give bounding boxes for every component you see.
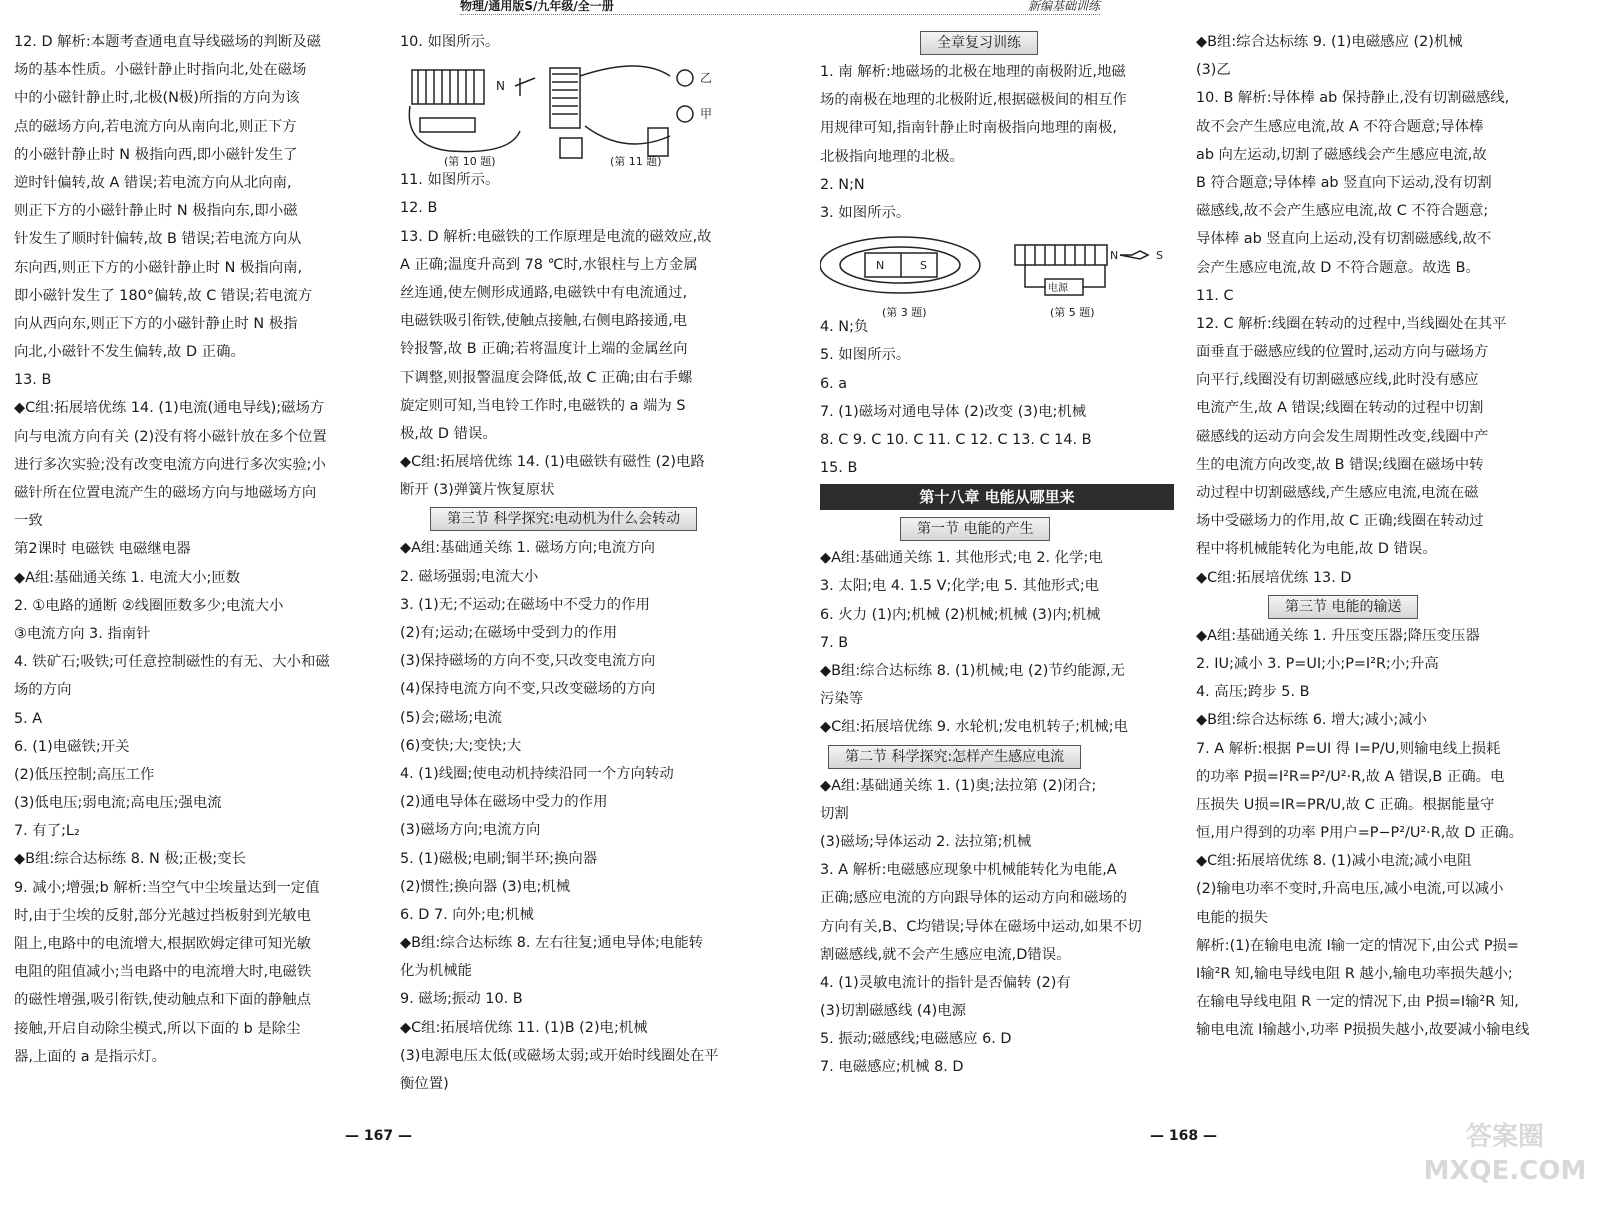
text-line: ◆C组:拓展培优练 11. (1)B (2)电;机械 [400,1019,648,1036]
text-line: 向北,小磁针不发生偏转,故 D 正确。 [14,344,245,361]
text-line: 3. (1)无;不运动;在磁场中不受力的作用 [400,596,650,613]
magnet-figure-svg [820,227,1174,313]
text-line: 场中受磁场力的作用,故 C 正确;线圈在转动过 [1196,513,1484,530]
text-line: 3. 太阳;电 4. 1.5 V;化学;电 5. 其他形式;电 [820,578,1100,595]
text-line: 的磁性增强,吸引衔铁,使动触点和下面的静触点 [14,992,311,1009]
text-line: 针发生了顺时针偏转,故 B 错误;若电流方向从 [14,231,302,248]
pole-label-s3: S [920,259,927,273]
text-line: ◆B组:综合达标练 8. (1)机械;电 (2)节约能源,无 [820,663,1125,679]
page-header [460,0,1100,15]
label-power-source: 电源 [1048,283,1068,295]
text-line: ◆B组:综合达标练 6. 增大;减小;减小 [1196,712,1428,729]
text-line: 10. B 解析:导体棒 ab 保持静止,没有切割磁感线, [1196,90,1510,107]
text-line: 10. 如图所示。 [400,34,500,50]
text-line: ◆C组:拓展培优练 8. (1)减小电流;减小电阻 [1196,853,1472,870]
section-title-transmission: 第三节 电能的输送 [1268,595,1418,619]
text-line: 1. 南 解析:地磁场的北极在地理的南极附近,地磁 [820,64,1126,80]
text-line: 器,上面的 a 是指示灯。 [14,1048,167,1065]
text-line: 磁感线的运动方向会发生周期性改变,线圈中产 [1196,428,1489,445]
text-line: 解析:(1)在输电电流 I输一定的情况下,由公式 P损= [1196,937,1519,954]
text-line: (3)保持磁场的方向不变,只改变电流方向 [400,653,656,670]
text-line: I输²R 知,输电导线电阻 R 越小,输电功率损失越小; [1196,966,1513,982]
text-line: 7. (1)磁场对通电导体 (2)改变 (3)电;机械 [820,403,1087,420]
text-line: 11. C [1196,287,1234,304]
text-line: 12. C 解析:线圈在转动的过程中,当线圈处在其平 [1196,315,1507,332]
text-line: 2. ①电路的通断 ②线圈匝数多少;电流大小 [14,597,284,614]
text-line: 5. (1)磁极;电刷;铜半环;换向器 [400,850,598,867]
text-line: ◆A组:基础通关练 1. 升压变压器;降压变压器 [1196,627,1480,644]
text-line: 4. (1)线圈;使电动机持续沿同一个方向转动 [400,765,674,782]
text-line: 磁针所在位置电流产生的磁场方向与地磁场方向 [14,485,317,501]
text-line: (2)惯性;换向器 (3)电;机械 [400,878,571,895]
column-4 [1196,28,1588,1148]
text-line: ③电流方向 3. 指南针 [14,625,151,642]
text-line: (2)有;运动;在磁场中受到力的作用 [400,625,618,641]
watermark-logo: 答案圈 MXQE.COM [1423,1122,1587,1186]
text-line: 的小磁针静止时 N 极指向西,即小磁针发生了 [14,146,298,163]
pole-label-s5: S [1156,249,1163,263]
text-line: 9. 减小;增强;b 解析:当空气中尘埃量达到一定值 [14,879,320,896]
text-line: (6)变快;大;变快;大 [400,737,522,754]
text-line: 丝连通,使左侧形成通路,电磁铁中有电流通过, [400,284,688,301]
text-line: 5. 振动;磁感线;电磁感应 6. D [820,1031,1012,1048]
text-line: A 正确;温度升高到 78 ℃时,水银柱与上方金属 [400,256,698,273]
text-line: ◆A组:基础通关练 1. 电流大小;匝数 [14,569,241,586]
text-line: 6. 火力 (1)内;机械 (2)机械;机械 (3)内;机械 [820,606,1101,623]
pole-label-n5: N [1110,249,1119,263]
text-line: 的功率 P损=I²R=P²/U²·R,故 A 错误,B 正确。电 [1196,768,1505,785]
text-line: 第2课时 电磁铁 电磁继电器 [14,541,191,558]
figure-q10-q11 [400,56,782,169]
text-line: 故不会产生感应电流,故 A 不符合题意;导体棒 [1196,118,1484,135]
text-line: ◆A组:基础通关练 1. (1)奥;法拉第 (2)闭合; [820,777,1097,794]
text-line: (2)低压控制;高压工作 [14,766,155,783]
text-line: (5)会;磁场;电流 [400,709,503,726]
text-line: 3. A 解析:电磁感应现象中机械能转化为电能,A [820,862,1117,879]
text-line: 8. C 9. C 10. C 11. C 12. C 13. C 14. B [820,431,1092,448]
text-line: (3)电源电压太低(或磁场太弱;或开始时线圈处在平 [400,1047,719,1064]
text-line: 接触,开启自动除尘模式,所以下面的 b 是除尘 [14,1020,301,1037]
text-line: (4)保持电流方向不变,只改变磁场的方向 [400,681,656,698]
text-line: 正确;感应电流的方向跟导体的运动方向和磁场的 [820,890,1128,907]
text-line: 5. A [14,710,43,727]
text-line: 铃报警,故 B 正确;若将温度计上端的金属丝向 [400,341,688,358]
text-line: 电磁铁吸引衔铁,使触点接触,右侧电路接通,电 [400,313,688,330]
text-line: (3)低电压;弱电流;高电压;强电流 [14,795,222,812]
text-line: 磁感线,故不会产生感应电流,故 C 不符合题意; [1196,203,1489,220]
text-line: 6. a [820,375,848,392]
figure-q3-q5 [820,227,1174,320]
text-line: 场的方向 [14,682,72,699]
text-line: 4. 高压;跨步 5. B [1196,684,1310,701]
text-line: 方向有关,B、C均错误;导体在磁场中运动,如果不切 [820,918,1142,935]
text-line: 电能的损失 [1196,909,1268,926]
text-line: 北极指向地理的北极。 [820,148,964,165]
text-line: 电阻的阻值减小;当电路中的电流增大时,电磁铁 [14,964,312,981]
text-line: 电流产生,故 A 错误;线圈在转动的过程中切割 [1196,400,1484,417]
page-number-right: — 168 — [1150,1128,1217,1144]
text-line: 程中将机械能转化为电能,故 D 错误。 [1196,541,1437,558]
text-line: 东向西,则正下方的小磁针静止时 N 极指向南, [14,259,303,276]
text-line: 5. 如图所示。 [820,347,911,364]
electromagnet-q10 [412,70,484,104]
text-line: 中的小磁针静止时,北极(N极)所指的方向为该 [14,90,300,107]
text-line: 4. N;负 [820,319,869,336]
caption-q10: (第 10 题) [444,155,496,169]
text-line: 7. 电磁感应;机械 8. D [820,1059,964,1076]
text-line: 向平行,线圈没有切割磁感应线,此时没有感应 [1196,372,1479,389]
text-line: 9. 磁场;振动 10. B [400,991,523,1008]
text-line: 面垂直于磁感应线的位置时,运动方向与磁场方 [1196,344,1489,361]
text-line: 向从西向东,则正下方的小磁针静止时 N 极指 [14,315,298,332]
text-line: 生的电流方向改变,故 B 错误;线圈在磁场中转 [1196,456,1484,473]
text-line: 压损失 U损=IR=PR/U,故 C 正确。根据能量守 [1196,796,1495,813]
text-line: ◆A组:基础通关练 1. 磁场方向;电流方向 [400,540,655,557]
lamp-yi [677,70,693,86]
text-line: 进行多次实验;没有改变电流方向进行多次实验;小 [14,456,326,473]
section-title-review: 全章复习训练 [920,31,1038,55]
text-line: 场的基本性质。小磁针静止时指向北,处在磁场 [14,62,307,79]
text-line: 旋定则可知,当电铃工作时,电磁铁的 a 端为 S [400,397,686,414]
column-1 [14,28,378,1148]
text-line: 下调整,则报警温度会降低,故 C 正确;由右手螺 [400,369,693,386]
text-line: 11. 如图所示。 [400,172,500,189]
text-line: 2. 磁场强弱;电流大小 [400,568,539,585]
text-line: 15. B [820,460,858,477]
text-line: 在输电导线电阻 R 一定的情况下,由 P损=I输²R 知, [1196,994,1519,1011]
pole-label-n: N [496,79,505,94]
text-line: (3)乙 [1196,62,1231,79]
header-book-title: 物理/通用版S/九年级/全一册 [460,0,614,13]
text-line: 导体棒 ab 竖直向上运动,没有切割磁感线,故不 [1196,231,1492,248]
text-line: 3. 如图所示。 [820,204,911,221]
text-line: (3)磁场方向;电流方向 [400,822,541,839]
text-line: ◆B组:综合达标练 8. N 极;正极;变长 [14,851,247,868]
text-line: 恒,用户得到的功率 P用户=P−P²/U²·R,故 D 正确。 [1196,825,1524,842]
header-series-title: 新编基础训练 [1027,0,1100,13]
text-line: 点的磁场方向,若电流方向从南向北,则正下方 [14,118,297,135]
text-line: 4. 铁矿石;吸铁;可任意控制磁性的有无、大小和磁 [14,654,330,671]
text-line: 时,由于尘埃的反射,部分光越过挡板射到光敏电 [14,907,311,924]
text-line: 7. A 解析:根据 P=UI 得 I=P/U,则输电线上损耗 [1196,740,1501,757]
solenoid-q5 [1015,245,1107,265]
text-line: 一致 [14,513,43,530]
text-line: 2. IU;减小 3. P=UI;小;P=I²R;小;升高 [1196,655,1439,672]
text-line: 场的南极在地理的北极附近,根据磁极间的相互作 [820,92,1127,109]
text-line: 13. B [14,372,52,389]
text-line: ◆C组:拓展培优练 13. D [1196,569,1352,586]
pole-label-n3: N [876,259,885,273]
label-jia: 甲 [700,107,713,122]
column-2 [400,28,782,1148]
text-line: ◆C组:拓展培优练 14. (1)电流(通电导线);磁场方 [14,400,325,417]
text-line: ◆C组:拓展培优练 14. (1)电磁铁有磁性 (2)电路 [400,454,705,471]
text-line: 阻上,电路中的电流增大,根据欧姆定律可知光敏 [14,936,311,952]
page-number-left: — 167 — [345,1128,412,1144]
text-line: 12. D 解析:本题考查通电直导线磁场的判断及磁 [14,34,321,50]
text-line: 会产生感应电流,故 D 不符合题意。故选 B。 [1196,259,1480,276]
column-3 [820,28,1174,1148]
text-line: 向与电流方向有关 (2)没有将小磁针放在多个位置 [14,428,327,445]
lamp-jia [677,106,693,122]
text-line: 割磁感线,就不会产生感应电流,D错误。 [820,946,1071,963]
text-line: ◆A组:基础通关练 1. 其他形式;电 2. 化学;电 [820,550,1103,567]
section-title-induction: 第二节 科学探究:怎样产生感应电流 [828,745,1081,769]
text-line: 输电电流 I输越小,功率 P损损失越小,故要减小输电线 [1196,1022,1530,1039]
text-line: 7. B [820,634,849,651]
text-line: 逆时针偏转,故 A 错误;若电流方向从北向南, [14,174,292,191]
text-line: 13. D 解析:电磁铁的工作原理是电流的磁效应,故 [400,228,712,245]
text-line: 2. N;N [820,176,865,193]
text-line: (3)磁场;导体运动 2. 法拉第;机械 [820,833,1032,850]
caption-q3: (第 3 题) [882,306,927,320]
caption-q5: (第 5 题) [1050,306,1095,320]
text-line: ◆C组:拓展培优练 9. 水轮机;发电机转子;机械;电 [820,719,1129,736]
text-line: (2)通电导体在磁场中受力的作用 [400,794,608,811]
text-line: 则正下方的小磁针静止时 N 极指向东,即小磁 [14,203,298,220]
text-line: 断开 (3)弹簧片恢复原状 [400,482,555,499]
text-line: 动过程中切割磁感线,产生感应电流,电流在磁 [1196,485,1479,501]
section-title-motor: 第三节 科学探究:电动机为什么会转动 [430,507,697,531]
text-line: ◆B组:综合达标练 8. 左右往复;通电导体;电能转 [400,935,704,952]
text-line: 6. D 7. 向外;电;机械 [400,906,534,923]
text-line: 衡位置) [400,1076,449,1092]
section-title-generation: 第一节 电能的产生 [900,517,1050,541]
text-line: 12. B [400,200,438,217]
text-line: 化为机械能 [400,963,472,980]
text-line: (3)切割磁感线 (4)电源 [820,1003,967,1020]
text-line: (2)输电功率不变时,升高电压,减小电流,可以减小 [1196,881,1504,898]
text-line: 6. (1)电磁铁;开关 [14,738,130,755]
text-line: 极,故 D 错误。 [400,425,497,442]
text-line: B 符合题意;导体棒 ab 竖直向下运动,没有切割 [1196,174,1492,191]
text-line: ab 向左运动,切割了磁感线会产生感应电流,故 [1196,146,1487,163]
caption-q11: (第 11 题) [610,155,662,169]
chapter-title: 第十八章 电能从哪里来 [820,484,1174,510]
text-line: 污染等 [820,691,864,708]
text-line: 4. (1)灵敏电流计的指针是否偏转 (2)有 [820,974,1071,991]
text-line: 切割 [820,805,849,822]
label-yi: 乙 [700,71,713,86]
text-line: 7. 有了;L₂ [14,823,80,840]
text-line: ◆B组:综合达标练 9. (1)电磁感应 (2)机械 [1196,34,1463,50]
text-line: 用规律可知,指南针静止时南极指向地理的南极, [820,120,1117,137]
text-line: 即小磁针发生了 180°偏转,故 C 错误;若电流方 [14,287,313,304]
